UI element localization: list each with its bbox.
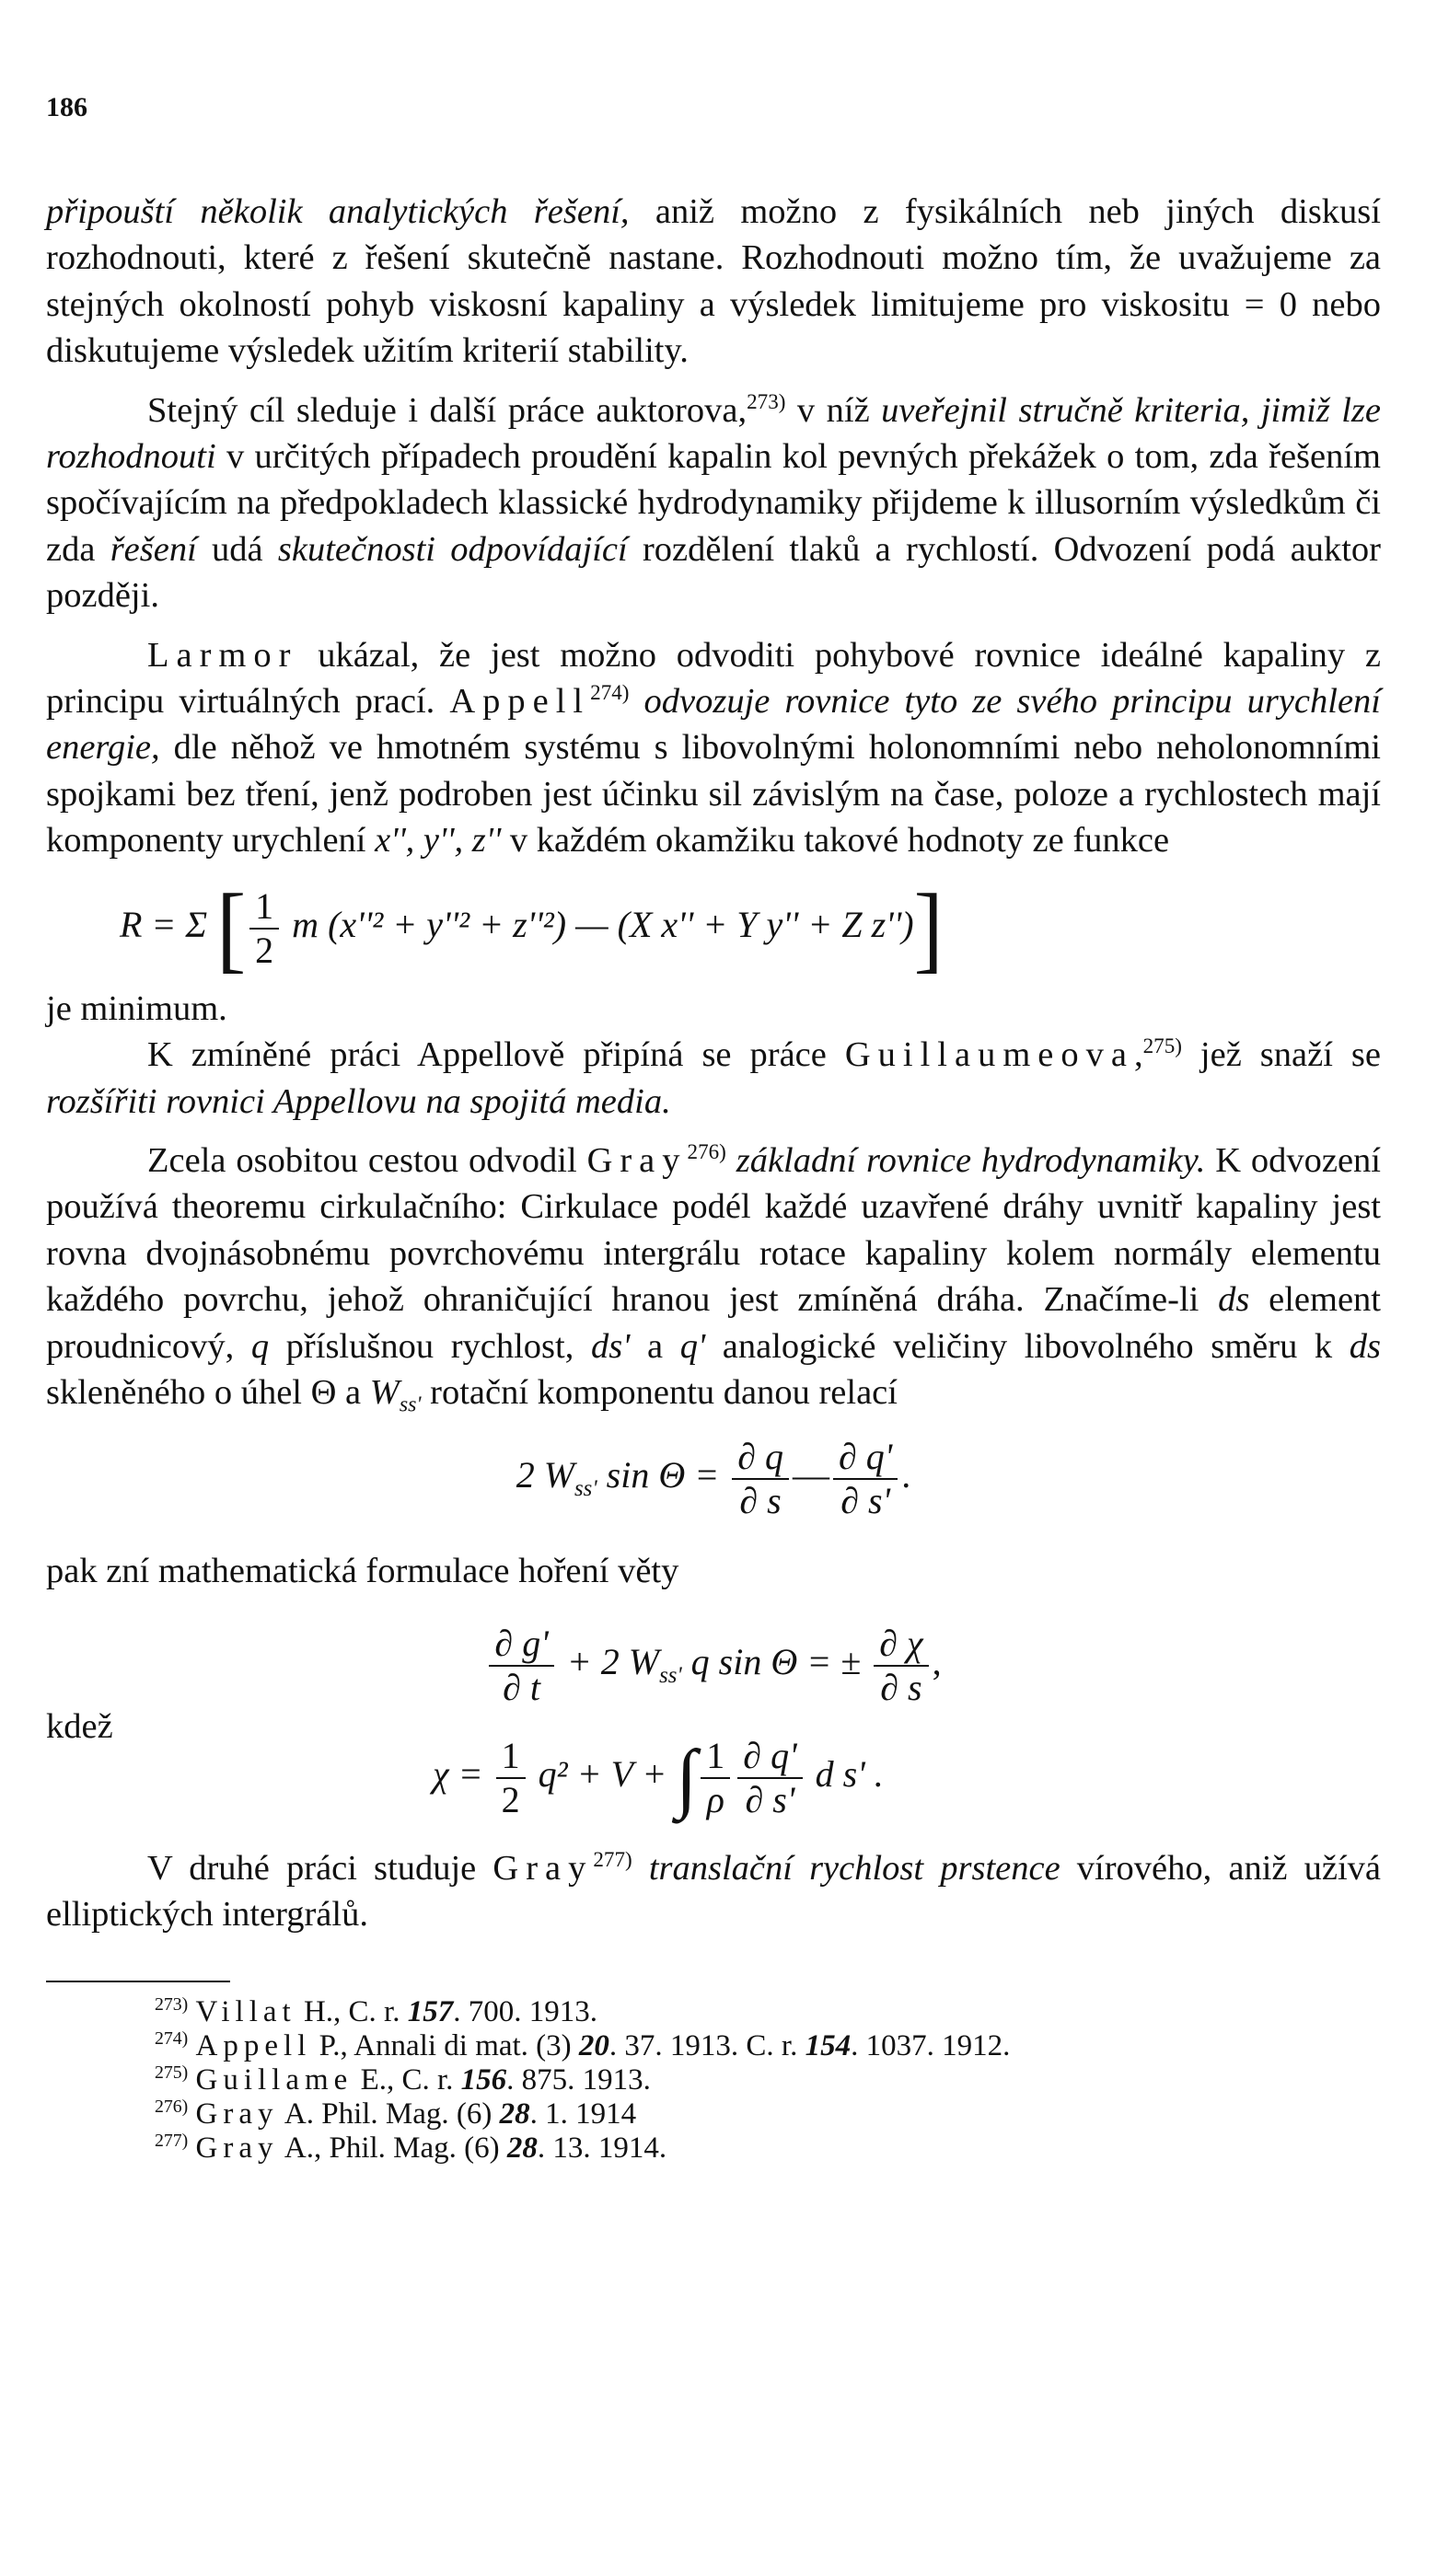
footnote-ref-275: 275): [1142, 1034, 1182, 1058]
text: element proudnicový,: [46, 1280, 1381, 1366]
eq-middle: + 2 W: [566, 1640, 660, 1682]
numerator: ∂ q': [833, 1436, 898, 1480]
text: rozdělení tlaků a rychlostí. Odvození podá auktor později.: [46, 529, 1381, 616]
footnote-text: . 13. 1914.: [537, 2131, 667, 2165]
emphasis: připouští několik analytických řešení,: [46, 192, 630, 231]
eq-subscript: ss': [659, 1662, 682, 1688]
label-kdez: kdež: [46, 1706, 113, 1746]
footnote-ref-274: 274): [590, 680, 630, 705]
footnote-volume: 157: [407, 1994, 454, 2028]
text: Stejný cíl sleduje i další práce auktorova,: [147, 390, 747, 430]
punctuation: .: [901, 1454, 911, 1496]
denominator: ∂ t: [503, 1666, 541, 1708]
paragraph-4: je minimum.: [46, 988, 227, 1028]
paragraph-3: [46, 632, 1381, 864]
emphasis: translační rychlost prstence: [632, 1848, 1060, 1888]
footnote-author: Villat: [195, 1994, 296, 2028]
footnote-number: 273): [155, 1993, 189, 2015]
eq-middle-tail: q sin Θ = ±: [681, 1640, 862, 1682]
fraction-dchi-ds: [874, 1623, 928, 1709]
emphasis: odvozuje rovnice tyto ze svého principu urychlení energie,: [46, 682, 1381, 768]
footnote-author: Guillame: [195, 2062, 353, 2097]
equation-4-row: [46, 1706, 1381, 1821]
paragraph-5: [46, 1032, 1381, 1125]
footnote-text: P., Annali di mat. (3): [311, 2028, 579, 2062]
fraction-dq-ds-prime: [737, 1735, 802, 1821]
text: ukázal, že jest možno odvoditi pohybové rovnice ideálné kapaliny z principu virtuálných prací.: [46, 635, 1381, 722]
eq-subscript: ss': [574, 1476, 597, 1502]
footnote-277: [46, 2131, 1381, 2166]
footnote-number: 274): [155, 2027, 189, 2049]
eq-mass: m: [292, 903, 319, 945]
punctuation: ,: [932, 1640, 942, 1682]
denominator: ∂ s': [745, 1778, 795, 1820]
fraction-dg-dt: [489, 1623, 553, 1709]
footnote-ref-276: 276): [687, 1139, 726, 1164]
page-number: 186: [46, 92, 87, 122]
text: příslušnou rychlost,: [269, 1326, 591, 1366]
numerator: ∂ g': [489, 1623, 553, 1667]
author-name: Gray: [493, 1848, 594, 1888]
footnote-author: Gray: [195, 2097, 279, 2131]
footnote-275: [46, 2063, 1381, 2097]
eq-terms: (x''² + y''² + z''²) — (X x'' + Y y'' + Z z''): [328, 903, 914, 945]
text: Zcela osobitou cestou odvodil: [147, 1140, 587, 1180]
emphasis: základní rovnice hydrodynamiky.: [725, 1140, 1206, 1180]
denominator: ∂ s': [840, 1480, 891, 1522]
emphasis: uveřejnil stručně kriteria, jimiž lze rozhodnouti: [46, 390, 1381, 477]
fraction-dq-ds-prime: [833, 1436, 898, 1522]
author-name: Gray: [586, 1140, 688, 1180]
footnote-volume: 156: [460, 2062, 507, 2097]
text: dle něhož ve hmotném systému s libovolnými holonomními nebo neholonomními spojkami bez tření, jenž podroben jest účinku sil závislým na čase, poloze a rychlostech mají komponenty urychlení: [46, 728, 1381, 861]
text: v níž: [785, 390, 882, 430]
footnote-author: Appell: [195, 2028, 312, 2062]
math-variables: x'', y'', z'': [375, 821, 502, 861]
footnote-text: A. Phil. Mag. (6): [278, 2097, 500, 2131]
footnote-273: [46, 1995, 1381, 2029]
text: v určitých případech proudění kapalin kol pevných překážek o tom, zda řešením spočívajícím na předpokladech klassické hydrodynamiky přijdeme k illusorním výsledkům či zda: [46, 437, 1381, 569]
denominator: ∂ s: [880, 1666, 922, 1708]
math-variable: q': [679, 1326, 706, 1366]
text: vírového, aniž užívá elliptických intergrálů.: [46, 1848, 1381, 1935]
paragraph-1: [46, 189, 1381, 375]
author-name: Larmor: [147, 635, 298, 675]
text: K zmíněné práci Appellově připíná se práce: [147, 1035, 845, 1075]
footnote-text: . 1037. 1912.: [851, 2028, 1011, 2062]
left-bracket: [: [216, 873, 247, 982]
paragraph-6: [46, 1138, 1381, 1415]
footnote-text: . 1. 1914: [529, 2097, 637, 2131]
math-variable: ds: [1349, 1326, 1382, 1366]
author-name: Guillaumeova: [844, 1035, 1134, 1075]
footnote-volume: 20: [578, 2028, 609, 2062]
numerator: ∂ χ: [874, 1623, 928, 1667]
numerator: ∂ q: [732, 1436, 789, 1480]
equation-2: [46, 1436, 1381, 1522]
integral-sign: ∫: [676, 1734, 698, 1820]
equation-4: [433, 1735, 884, 1821]
denominator: 2: [501, 1778, 520, 1820]
footnote-276: [46, 2097, 1381, 2131]
footnote-text: . 37. 1913. C. r.: [608, 2028, 805, 2062]
fraction-half: [249, 885, 279, 972]
text: skleněného o úhel Θ a: [46, 1372, 370, 1412]
footnote-text: E., C. r.: [353, 2062, 461, 2097]
page-body: [46, 189, 1381, 2166]
text: udá: [196, 529, 278, 569]
denominator: ρ: [706, 1778, 724, 1820]
footnote-text: A., Phil. Mag. (6): [278, 2131, 507, 2165]
math-variable: ds': [590, 1326, 631, 1366]
math-variable: ds: [1218, 1280, 1250, 1320]
footnote-volume: 154: [805, 2028, 852, 2062]
eq-terms: q² + V +: [538, 1752, 667, 1795]
footnote-separator: [46, 1981, 230, 1982]
text: rotační komponentu danou relací: [421, 1372, 898, 1412]
denominator: 2: [255, 929, 274, 971]
denominator: ∂ s: [739, 1480, 782, 1522]
math-variable: W: [369, 1372, 400, 1412]
text: jež snaží se: [1181, 1035, 1381, 1075]
emphasis: rozšířiti rovnici Appellovu na spojitá media.: [46, 1081, 671, 1121]
math-variable: q: [250, 1326, 270, 1366]
numerator: 1: [701, 1735, 730, 1779]
text: v každém okamžiku takové hodnoty ze funkce: [501, 821, 1170, 861]
eq-lhs-tail: sin Θ =: [597, 1454, 720, 1496]
equation-3: [46, 1623, 1381, 1709]
footnote-ref-277: 277): [593, 1846, 632, 1871]
eq-end: d s' .: [815, 1752, 884, 1795]
eq-lhs: 2 W: [516, 1454, 575, 1496]
footnote-author: Gray: [195, 2131, 279, 2165]
emphasis: skutečnosti odpovídající: [277, 529, 628, 569]
text: ,: [1133, 1035, 1143, 1075]
paragraph-9: [46, 1845, 1381, 1938]
footnote-number: 275): [155, 2062, 189, 2083]
text: analogické veličiny libovolného směru k: [705, 1326, 1350, 1366]
footnote-volume: 28: [499, 2097, 530, 2131]
right-bracket: ]: [913, 873, 944, 982]
paragraph-7: pak zní mathematická formulace hoření věty: [46, 1552, 679, 1591]
paragraph-2: [46, 387, 1381, 619]
emphasis: řešení: [110, 529, 197, 569]
footnote-text: H., C. r.: [296, 1994, 408, 2028]
fraction-dq-ds: [732, 1436, 789, 1522]
math-subscript: ss': [399, 1392, 422, 1417]
eq-lhs: R = Σ: [120, 903, 208, 945]
footnote-274: [46, 2029, 1381, 2063]
footnote-ref-273: 273): [747, 388, 786, 413]
author-name: Appell: [449, 682, 591, 722]
equation-1: [46, 873, 1381, 982]
footnote-number: 276): [155, 2096, 189, 2117]
fraction-half: [496, 1735, 526, 1821]
footnote-volume: 28: [506, 2131, 538, 2165]
eq-lhs: χ =: [433, 1752, 483, 1795]
minus-sign: —: [792, 1454, 829, 1496]
footnote-text: . 700. 1913.: [453, 1994, 597, 2028]
text: aniž možno z fysikálních neb jiných diskusí rozhodnouti, které z řešení skutečně nastane. Rozhodnouti možno tím, že uvažujeme za stejných okolností pohyb viskosní kapaliny a výsledek limitujeme pro viskositu = 0 nebo diskutujeme výsledek užitím kriterií stability.: [46, 192, 1381, 371]
footnote-number: 277): [155, 2130, 189, 2151]
fraction-one-over-rho: [701, 1735, 730, 1821]
numerator: 1: [249, 885, 279, 930]
text: V druhé práci studuje: [147, 1848, 493, 1888]
numerator: ∂ q': [737, 1735, 802, 1779]
text: a: [630, 1326, 680, 1366]
footnote-text: . 875. 1913.: [506, 2062, 651, 2097]
numerator: 1: [496, 1735, 526, 1779]
text: K odvození používá theoremu cirkulačního: Cirkulace podél každé uzavřené dráhy uvnitř kapaliny jest rovna dvojnásobnému povrchovému intergrálu rotace kapaliny kolem normály elementu každého povrchu, jehož ohraničující hranou jest zmíněná dráha. Značíme-li: [46, 1140, 1382, 1320]
